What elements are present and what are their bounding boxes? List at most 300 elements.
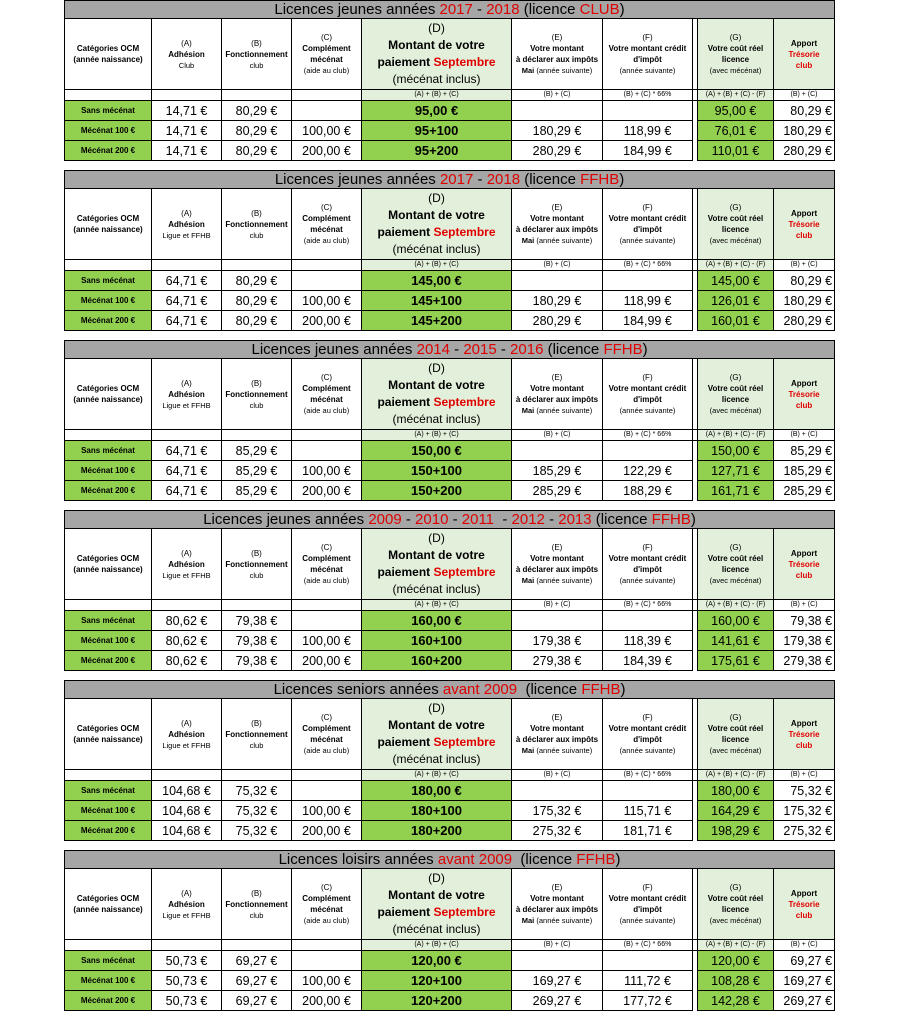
header-f-title-1: Votre montant crédit	[608, 894, 687, 903]
formula-f: (B) + (C) * 66%	[603, 430, 693, 441]
cell-declarer: 180,29 €	[512, 121, 603, 141]
table-row	[65, 991, 835, 1011]
table-title-part: Licences jeunes années	[274, 1, 440, 18]
cell-montant: 150+100	[362, 461, 512, 481]
header-c-letter: (C)	[320, 713, 333, 722]
header-apport	[774, 19, 835, 90]
cell-complement	[292, 441, 362, 461]
header-adhesion	[152, 529, 222, 600]
cell-credit: 118,99 €	[603, 291, 693, 311]
header-f-title-1: Votre montant crédit	[608, 554, 687, 563]
formula-h: (B) + (C)	[774, 430, 835, 441]
header-f-title-1: Votre montant crédit	[608, 214, 687, 223]
header-e-title-2: à déclarer aux impôts	[515, 735, 599, 744]
cell-credit	[603, 101, 693, 121]
table-title	[65, 851, 835, 869]
table-row	[65, 611, 835, 631]
table-title-part: FFHB	[576, 851, 616, 868]
cell-montant: 120+200	[362, 991, 512, 1011]
cell-complement: 100,00 €	[292, 801, 362, 821]
header-f-title-2: d'impôt	[633, 225, 662, 234]
formula-g: (A) + (B) + (C) - (F)	[698, 260, 774, 271]
header-e-sub-bold: Mai	[521, 236, 535, 245]
cell-fonctionnement: 69,27 €	[222, 951, 292, 971]
formula-empty	[152, 90, 222, 101]
cell-adhesion: 64,71 €	[152, 441, 222, 461]
header-g-title-2: licence	[721, 735, 750, 744]
header-h-red-1: Trésorie	[788, 49, 820, 59]
header-d-letter: (D)	[428, 701, 445, 715]
header-f-title-1: Votre montant crédit	[608, 384, 687, 393]
header-h-red-2: club	[795, 60, 813, 70]
header-g-title-1: Votre coût réel	[707, 724, 764, 733]
header-f-letter: (F)	[642, 33, 653, 42]
header-complement	[292, 19, 362, 90]
cell-credit: 122,29 €	[603, 461, 693, 481]
header-h-title: Apport	[790, 378, 818, 388]
cell-montant: 120,00 €	[362, 951, 512, 971]
table-title-part: )	[642, 341, 648, 358]
header-a-letter: (A)	[181, 718, 192, 728]
cell-complement	[292, 271, 362, 291]
formula-e: (B) + (C)	[512, 600, 603, 611]
header-d-title-2: paiement	[377, 565, 431, 579]
header-montant	[362, 359, 512, 430]
cell-complement: 200,00 €	[292, 481, 362, 501]
header-g-title-2: licence	[721, 225, 750, 234]
header-c-title-2: mécénat	[310, 395, 343, 404]
header-g-letter: (G)	[729, 373, 742, 382]
header-g-sub: (avec mécénat)	[709, 916, 762, 925]
header-e-sub: (année suivante)	[536, 746, 593, 755]
formula-e: (B) + (C)	[512, 940, 603, 951]
header-d-title-red: Septembre	[433, 905, 496, 919]
row-label: Mécénat 100 €	[65, 291, 152, 311]
cell-complement: 200,00 €	[292, 821, 362, 841]
table-title-part: )	[619, 1, 625, 18]
formula-e: (B) + (C)	[512, 770, 603, 781]
header-g-letter: (G)	[729, 883, 742, 892]
cell-montant: 180+200	[362, 821, 512, 841]
header-e-title-2: à déclarer aux impôts	[515, 225, 599, 234]
header-montant	[362, 699, 512, 770]
header-e-letter: (E)	[551, 713, 563, 722]
formula-d: (A) + (B) + (C)	[362, 600, 512, 611]
formula-f: (B) + (C) * 66%	[603, 770, 693, 781]
table-title-part: FFHB	[651, 511, 691, 528]
cell-adhesion: 80,62 €	[152, 611, 222, 631]
formula-h: (B) + (C)	[774, 940, 835, 951]
licence-table	[64, 510, 835, 671]
header-b-letter: (B)	[251, 378, 262, 388]
cell-cout-reel: 175,61 €	[698, 651, 774, 671]
licence-table-block	[64, 510, 834, 671]
cell-adhesion: 14,71 €	[152, 141, 222, 161]
cell-montant: 160+100	[362, 631, 512, 651]
cell-montant: 180,00 €	[362, 781, 512, 801]
formula-empty	[292, 260, 362, 271]
header-complement	[292, 189, 362, 260]
cell-adhesion: 64,71 €	[152, 311, 222, 331]
header-cout-reel	[698, 869, 774, 940]
header-c-letter: (C)	[320, 203, 333, 212]
row-label: Sans mécénat	[65, 951, 152, 971]
row-label: Sans mécénat	[65, 611, 152, 631]
header-c-sub: (aide au club)	[303, 576, 350, 585]
header-g-sub: (avec mécénat)	[709, 746, 762, 755]
table-row	[65, 801, 835, 821]
cell-cout-reel: 108,28 €	[698, 971, 774, 991]
cell-cout-reel: 180,00 €	[698, 781, 774, 801]
header-a-title: Adhésion	[168, 389, 205, 399]
header-categories	[65, 699, 152, 770]
cell-apport: 80,29 €	[774, 271, 835, 291]
header-f-title-2: d'impôt	[633, 565, 662, 574]
table-row	[65, 951, 835, 971]
cell-credit	[603, 271, 693, 291]
header-apport	[774, 699, 835, 770]
header-f-letter: (F)	[642, 203, 653, 212]
header-g-title-1: Votre coût réel	[707, 384, 764, 393]
formula-e: (B) + (C)	[512, 260, 603, 271]
header-f-letter: (F)	[642, 543, 653, 552]
header-categories-sub: (année naissance)	[73, 735, 143, 744]
table-row	[65, 781, 835, 801]
header-e-sub-bold: Mai	[521, 66, 535, 75]
cell-apport: 180,29 €	[774, 121, 835, 141]
cell-credit: 184,39 €	[603, 651, 693, 671]
table-title-part: FFHB	[580, 171, 620, 188]
cell-montant: 160+200	[362, 651, 512, 671]
cell-apport: 175,32 €	[774, 801, 835, 821]
formula-f: (B) + (C) * 66%	[603, 90, 693, 101]
formula-empty	[292, 430, 362, 441]
header-c-title-2: mécénat	[310, 735, 343, 744]
cell-cout-reel: 161,71 €	[698, 481, 774, 501]
header-credit	[603, 529, 693, 600]
header-f-sub: (année suivante)	[619, 66, 676, 75]
header-e-title-1: Votre montant	[530, 384, 584, 393]
header-declarer	[512, 359, 603, 430]
formula-empty	[152, 940, 222, 951]
cell-apport: 80,29 €	[774, 101, 835, 121]
header-categories-sub: (année naissance)	[73, 905, 143, 914]
cell-complement: 100,00 €	[292, 291, 362, 311]
table-row	[65, 291, 835, 311]
formula-d: (A) + (B) + (C)	[362, 940, 512, 951]
table-title-part: FFHB	[603, 341, 643, 358]
header-categories	[65, 19, 152, 90]
table-title-part: -	[472, 1, 487, 18]
header-adhesion	[152, 869, 222, 940]
header-a-letter: (A)	[181, 38, 192, 48]
header-cout-reel	[698, 529, 774, 600]
formula-empty	[65, 600, 152, 611]
header-d-title-2: paiement	[377, 225, 431, 239]
cell-cout-reel: 145,00 €	[698, 271, 774, 291]
formula-g: (A) + (B) + (C) - (F)	[698, 940, 774, 951]
cell-apport: 285,29 €	[774, 481, 835, 501]
table-row	[65, 461, 835, 481]
table-title-part: Licences jeunes années	[203, 511, 369, 528]
cell-apport: 280,29 €	[774, 311, 835, 331]
cell-declarer: 275,32 €	[512, 821, 603, 841]
table-title	[65, 681, 835, 699]
header-e-sub-bold: Mai	[521, 576, 535, 585]
header-categories-label: Catégories OCM	[76, 724, 140, 733]
cell-credit: 181,71 €	[603, 821, 693, 841]
table-title-part: 2013	[558, 511, 592, 528]
header-h-red-2: club	[795, 910, 813, 920]
formula-empty	[65, 940, 152, 951]
table-title-part: 2010	[415, 511, 449, 528]
header-g-sub: (avec mécénat)	[709, 236, 762, 245]
table-title-part: (licence	[517, 681, 582, 698]
header-d-title-2: paiement	[377, 395, 431, 409]
block-spacer	[64, 501, 834, 510]
header-a-letter: (A)	[181, 888, 192, 898]
header-e-title-2: à déclarer aux impôts	[515, 55, 599, 64]
table-title-part: 2016	[510, 341, 544, 358]
header-d-title-2: paiement	[377, 55, 431, 69]
cell-apport: 180,29 €	[774, 291, 835, 311]
cell-declarer	[512, 101, 603, 121]
cell-fonctionnement: 80,29 €	[222, 121, 292, 141]
formula-g: (A) + (B) + (C) - (F)	[698, 90, 774, 101]
cell-complement: 100,00 €	[292, 971, 362, 991]
cell-declarer: 180,29 €	[512, 291, 603, 311]
table-title	[65, 341, 835, 359]
cell-declarer: 169,27 €	[512, 971, 603, 991]
header-b-sub: club	[249, 400, 264, 410]
table-title-part: -	[544, 511, 559, 528]
header-e-sub-bold: Mai	[521, 406, 535, 415]
cell-adhesion: 50,73 €	[152, 991, 222, 1011]
header-b-letter: (B)	[251, 38, 262, 48]
header-cout-reel	[698, 359, 774, 430]
tarifs-document	[64, 0, 834, 1011]
header-h-red-2: club	[795, 400, 813, 410]
header-categories	[65, 869, 152, 940]
header-e-letter: (E)	[551, 33, 563, 42]
table-title-part: )	[620, 681, 626, 698]
header-c-title-1: Complément	[302, 44, 351, 53]
cell-fonctionnement: 80,29 €	[222, 291, 292, 311]
header-e-sub: (année suivante)	[536, 916, 593, 925]
licence-table	[64, 170, 835, 331]
cell-apport: 79,38 €	[774, 611, 835, 631]
header-montant	[362, 529, 512, 600]
table-title-part: 2015	[463, 341, 497, 358]
formula-empty	[65, 90, 152, 101]
table-row	[65, 121, 835, 141]
header-h-red-2: club	[795, 570, 813, 580]
header-adhesion	[152, 699, 222, 770]
header-c-title-1: Complément	[302, 894, 351, 903]
block-spacer	[64, 671, 834, 680]
table-title-part: (licence	[591, 511, 652, 528]
cell-fonctionnement: 79,38 €	[222, 631, 292, 651]
cell-cout-reel: 127,71 €	[698, 461, 774, 481]
header-h-title: Apport	[790, 718, 818, 728]
licence-table-block	[64, 170, 834, 331]
header-f-title-2: d'impôt	[633, 55, 662, 64]
table-title-part: 2018	[486, 1, 520, 18]
header-d-title-1: Montant de votre	[388, 888, 485, 902]
header-b-title: Fonctionnement	[225, 899, 288, 909]
cell-adhesion: 64,71 €	[152, 461, 222, 481]
cell-adhesion: 64,71 €	[152, 271, 222, 291]
table-title-part: Licences seniors années	[273, 681, 443, 698]
cell-cout-reel: 126,01 €	[698, 291, 774, 311]
formula-empty	[222, 90, 292, 101]
formula-empty	[292, 600, 362, 611]
formula-empty	[222, 940, 292, 951]
cell-montant: 160,00 €	[362, 611, 512, 631]
header-g-sub: (avec mécénat)	[709, 406, 762, 415]
header-e-title-2: à déclarer aux impôts	[515, 565, 599, 574]
cell-declarer	[512, 781, 603, 801]
header-d-letter: (D)	[428, 531, 445, 545]
header-d-title-1: Montant de votre	[388, 378, 485, 392]
header-f-title-1: Votre montant crédit	[608, 44, 687, 53]
header-f-title-2: d'impôt	[633, 905, 662, 914]
formula-h: (B) + (C)	[774, 90, 835, 101]
table-title-part: Licences jeunes années	[251, 341, 417, 358]
cell-apport: 69,27 €	[774, 951, 835, 971]
cell-fonctionnement: 80,29 €	[222, 311, 292, 331]
cell-declarer	[512, 271, 603, 291]
cell-credit: 118,99 €	[603, 121, 693, 141]
header-cout-reel	[698, 699, 774, 770]
header-g-letter: (G)	[729, 543, 742, 552]
header-a-sub: Ligue et FFHB	[162, 230, 211, 240]
header-b-sub: club	[249, 570, 264, 580]
cell-montant: 180+100	[362, 801, 512, 821]
cell-complement	[292, 781, 362, 801]
formula-empty	[222, 600, 292, 611]
cell-montant: 95+200	[362, 141, 512, 161]
table-title-part: -	[449, 341, 464, 358]
cell-fonctionnement: 69,27 €	[222, 991, 292, 1011]
header-c-title-2: mécénat	[310, 905, 343, 914]
header-c-title-1: Complément	[302, 724, 351, 733]
formula-empty	[65, 260, 152, 271]
row-label: Sans mécénat	[65, 101, 152, 121]
cell-credit: 184,99 €	[603, 311, 693, 331]
header-g-sub: (avec mécénat)	[709, 576, 762, 585]
table-row	[65, 101, 835, 121]
header-adhesion	[152, 359, 222, 430]
formula-g: (A) + (B) + (C) - (F)	[698, 770, 774, 781]
cell-montant: 150,00 €	[362, 441, 512, 461]
header-montant	[362, 869, 512, 940]
header-h-title: Apport	[790, 548, 818, 558]
row-label: Mécénat 200 €	[65, 141, 152, 161]
header-b-letter: (B)	[251, 548, 262, 558]
cell-credit	[603, 611, 693, 631]
row-label: Sans mécénat	[65, 271, 152, 291]
table-title-part: -	[401, 511, 416, 528]
header-a-sub: Ligue et FFHB	[162, 740, 211, 750]
cell-fonctionnement: 85,29 €	[222, 481, 292, 501]
header-b-title: Fonctionnement	[225, 389, 288, 399]
header-g-title-2: licence	[721, 905, 750, 914]
row-label: Mécénat 100 €	[65, 631, 152, 651]
header-cout-reel	[698, 19, 774, 90]
header-e-letter: (E)	[551, 373, 563, 382]
header-a-title: Adhésion	[168, 49, 205, 59]
header-categories-label: Catégories OCM	[76, 44, 140, 53]
header-categories-sub: (année naissance)	[73, 565, 143, 574]
formula-e: (B) + (C)	[512, 90, 603, 101]
header-b-sub: club	[249, 910, 264, 920]
table-row	[65, 311, 835, 331]
cell-adhesion: 104,68 €	[152, 781, 222, 801]
cell-cout-reel: 164,29 €	[698, 801, 774, 821]
header-categories	[65, 529, 152, 600]
header-c-letter: (C)	[320, 33, 333, 42]
header-e-title-2: à déclarer aux impôts	[515, 905, 599, 914]
header-d-title-red: Septembre	[433, 395, 496, 409]
table-title-part: avant 2009	[437, 851, 513, 868]
cell-adhesion: 50,73 €	[152, 951, 222, 971]
cell-apport: 179,38 €	[774, 631, 835, 651]
row-label: Mécénat 200 €	[65, 311, 152, 331]
row-label: Sans mécénat	[65, 781, 152, 801]
formula-e: (B) + (C)	[512, 430, 603, 441]
header-g-title-2: licence	[721, 395, 750, 404]
row-label: Mécénat 100 €	[65, 801, 152, 821]
table-title-part: Licences loisirs années	[278, 851, 438, 868]
table-title-part: )	[615, 851, 621, 868]
formula-d: (A) + (B) + (C)	[362, 90, 512, 101]
cell-cout-reel: 160,00 €	[698, 611, 774, 631]
header-g-title-1: Votre coût réel	[707, 894, 764, 903]
table-title-part: )	[619, 171, 625, 188]
table-title-part: Licences jeunes années	[274, 171, 440, 188]
cell-cout-reel: 150,00 €	[698, 441, 774, 461]
formula-empty	[152, 430, 222, 441]
cell-declarer: 285,29 €	[512, 481, 603, 501]
header-e-sub-bold: Mai	[521, 916, 535, 925]
header-e-sub: (année suivante)	[536, 576, 593, 585]
formula-empty	[152, 770, 222, 781]
header-c-sub: (aide au club)	[303, 746, 350, 755]
cell-declarer: 280,29 €	[512, 141, 603, 161]
header-complement	[292, 359, 362, 430]
row-label: Mécénat 100 €	[65, 971, 152, 991]
formula-empty	[65, 770, 152, 781]
cell-complement: 200,00 €	[292, 311, 362, 331]
header-g-letter: (G)	[729, 713, 742, 722]
formula-empty	[222, 430, 292, 441]
header-categories-sub: (année naissance)	[73, 225, 143, 234]
formula-empty	[152, 260, 222, 271]
cell-cout-reel: 76,01 €	[698, 121, 774, 141]
formula-empty	[152, 600, 222, 611]
table-title-part: 2012	[511, 511, 545, 528]
formula-d: (A) + (B) + (C)	[362, 770, 512, 781]
header-h-red-1: Trésorie	[788, 559, 820, 569]
header-d-letter: (D)	[428, 361, 445, 375]
header-categories-label: Catégories OCM	[76, 554, 140, 563]
cell-fonctionnement: 75,32 €	[222, 821, 292, 841]
formula-empty	[292, 940, 362, 951]
header-d-title-2: paiement	[377, 735, 431, 749]
table-title-part: (licence	[543, 341, 604, 358]
header-f-letter: (F)	[642, 373, 653, 382]
